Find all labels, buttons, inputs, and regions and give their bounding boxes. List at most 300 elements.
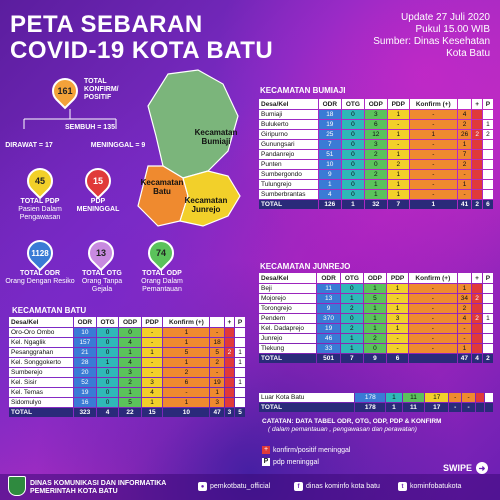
plus-icon: +: [263, 446, 269, 453]
table-cell: -: [458, 190, 472, 199]
row-label: Sumbergondo: [259, 170, 318, 179]
table-cell: [225, 328, 234, 337]
legend-konfirm: [262, 446, 350, 454]
otg-label: [78, 270, 126, 294]
table-cell: 323: [74, 408, 96, 417]
luar-table: [258, 392, 494, 413]
table-cell: 370: [317, 314, 340, 323]
table-cell: [472, 284, 482, 293]
table-cell: 1: [388, 130, 409, 139]
row-label: Junrejo: [259, 334, 316, 343]
column-header: [458, 99, 472, 109]
district-map: [128, 66, 250, 246]
bumiaji-table: [258, 98, 494, 210]
row-label: Luar Kota Batu: [259, 393, 354, 402]
table-cell: 0: [97, 338, 118, 347]
table-cell: -: [409, 314, 456, 323]
table-cell: 0: [342, 170, 364, 179]
konfirm-value: 161: [57, 86, 73, 96]
table-cell: 1: [342, 200, 364, 209]
table-cell: [225, 378, 234, 387]
column-header: ODR: [319, 99, 341, 109]
table-cell: 1: [483, 120, 493, 129]
table-cell: 19: [210, 378, 223, 387]
table-cell: -: [410, 150, 457, 159]
table-cell: 1: [341, 294, 363, 303]
table-cell: 1: [483, 314, 493, 323]
table-row: [259, 304, 493, 313]
table-cell: 10: [163, 408, 209, 417]
table-cell: 1: [319, 180, 341, 189]
table-cell: 2: [225, 348, 234, 357]
city-logo-icon: [8, 476, 26, 496]
table-cell: 5: [235, 408, 245, 417]
odr-value: 1128: [31, 248, 49, 258]
table-cell: 1: [341, 334, 363, 343]
table-cell: 1: [142, 398, 163, 407]
table-cell: -: [388, 140, 409, 149]
column-header: +: [472, 273, 482, 283]
column-header: +: [225, 317, 234, 327]
table-cell: [472, 160, 481, 169]
table-cell: 1: [365, 190, 387, 199]
table-cell: [235, 388, 245, 397]
table-cell: 0: [342, 130, 364, 139]
table-cell: 1: [235, 358, 245, 367]
column-header: PDP: [142, 317, 163, 327]
table-cell: -: [449, 403, 461, 412]
table-cell: 5: [364, 294, 386, 303]
table-cell: [225, 338, 234, 347]
row-label: TOTAL: [9, 408, 73, 417]
table-cell: -: [462, 393, 474, 402]
table-cell: 33: [317, 344, 340, 353]
sembuh-count: SEMBUH = 135: [65, 124, 115, 131]
table-cell: 3: [142, 378, 163, 387]
table-cell: 501: [317, 354, 340, 363]
table-cell: 157: [74, 338, 96, 347]
table-cell: 2: [210, 358, 223, 367]
total-row: [259, 354, 493, 363]
row-label: Giripurno: [259, 130, 318, 139]
table-cell: 1: [388, 190, 409, 199]
otg-pin: [83, 235, 120, 272]
row-label: Sumberejo: [9, 368, 73, 377]
table-cell: 178: [355, 393, 385, 402]
column-header: OTG: [341, 273, 363, 283]
table-cell: 19: [319, 120, 341, 129]
pdp-label-text: TOTAL PDP: [20, 198, 60, 205]
table-cell: [472, 170, 481, 179]
table-row: [259, 393, 493, 402]
table-cell: 3: [365, 110, 387, 119]
table-row: [259, 344, 493, 353]
table-cell: 18: [210, 338, 223, 347]
table-cell: [483, 344, 493, 353]
table-cell: 9: [364, 354, 386, 363]
facebook-handle: dinas kominfo kota batu: [306, 483, 380, 490]
table-cell: 4: [97, 408, 118, 417]
table-cell: 1: [235, 348, 245, 357]
table-row: [259, 160, 493, 169]
table-cell: [483, 110, 493, 119]
table-cell: [476, 403, 484, 412]
row-label: Mojorejo: [259, 294, 316, 303]
table-cell: 52: [74, 378, 96, 387]
swipe-button[interactable]: [443, 462, 488, 474]
table-cell: 2: [341, 324, 363, 333]
map-label-junrejo: Kecamatan Junrejo: [184, 196, 228, 214]
odp-value: 74: [155, 248, 166, 258]
table-cell: [472, 190, 481, 199]
bumiaji-title: KECAMATAN BUMIAJI: [260, 86, 346, 95]
table-cell: 0: [342, 190, 364, 199]
table-cell: [472, 150, 481, 159]
table-cell: 1: [163, 328, 209, 337]
table-cell: [409, 354, 456, 363]
otg-sub: Orang Tanpa Gejala: [81, 278, 123, 293]
column-header: Konfirm (+): [409, 273, 456, 283]
table-cell: 0: [342, 110, 364, 119]
notes: [262, 418, 494, 434]
table-cell: 12: [365, 130, 387, 139]
table-cell: 47: [210, 408, 223, 417]
table-cell: -: [410, 180, 457, 189]
catatan-line: CATATAN: DATA TABEL ODR, OTG, ODP, PDP & KONFIRM: [262, 418, 442, 425]
row-label: Torongrejo: [259, 304, 316, 313]
table-cell: [225, 398, 234, 407]
batu-title: KECAMATAN BATU: [12, 306, 87, 315]
table-cell: 13: [317, 294, 340, 303]
total-row: [259, 403, 493, 412]
pdp-meninggal-label: PDP MENINGGAL: [76, 198, 120, 213]
table-cell: 2: [472, 314, 482, 323]
table-cell: -: [210, 328, 223, 337]
table-cell: 5: [163, 348, 209, 357]
table-cell: 7: [319, 140, 341, 149]
table-cell: 0: [342, 120, 364, 129]
batu-table: [8, 316, 246, 418]
table-row: [9, 388, 245, 397]
map-label-bumiaji: Kecamatan Bumiaji: [194, 128, 238, 146]
column-header: Konfirm (+): [163, 317, 209, 327]
table-row: [259, 324, 493, 333]
swipe-label: SWIPE: [442, 463, 472, 473]
table-row: [9, 368, 245, 377]
table-cell: 1: [341, 344, 363, 353]
table-row: [259, 294, 493, 303]
table-cell: 1: [210, 388, 223, 397]
column-header: OTG: [342, 99, 364, 109]
table-cell: 6: [483, 200, 493, 209]
table-cell: 1: [364, 304, 386, 313]
table-cell: 1: [458, 284, 472, 293]
table-cell: 178: [355, 403, 385, 412]
table-header-row: [9, 317, 245, 327]
table-cell: 2: [472, 294, 482, 303]
table-cell: 6: [387, 354, 408, 363]
table-cell: 2: [163, 368, 209, 377]
column-header: ODP: [364, 273, 386, 283]
table-cell: [483, 190, 493, 199]
odp-sub: Orang Dalam Pemantauan: [141, 278, 183, 293]
twitter-handle: kominfobatukota: [410, 483, 462, 490]
table-cell: 15: [142, 408, 163, 417]
table-cell: 1: [364, 284, 386, 293]
table-cell: -: [142, 328, 163, 337]
row-label: Beji: [259, 284, 316, 293]
table-cell: -: [409, 324, 456, 333]
table-cell: 0: [365, 160, 387, 169]
table-row: [259, 130, 493, 139]
column-header: +: [472, 99, 481, 109]
table-cell: 2: [119, 378, 140, 387]
column-header: P: [483, 99, 493, 109]
table-cell: 3: [365, 140, 387, 149]
table-cell: 3: [119, 368, 140, 377]
table-cell: 1: [364, 324, 386, 333]
table-cell: -: [409, 334, 456, 343]
odr-sub: Orang Dengan Resiko: [5, 278, 75, 285]
column-header: [458, 273, 472, 283]
table-row: [9, 328, 245, 337]
table-cell: 11: [403, 403, 425, 412]
table-cell: 47: [458, 354, 472, 363]
table-row: [259, 110, 493, 119]
table-cell: [483, 140, 493, 149]
table-cell: [225, 368, 234, 377]
table-cell: 3: [225, 408, 234, 417]
table-cell: -: [210, 368, 223, 377]
table-header-row: [259, 99, 493, 109]
table-cell: -: [142, 358, 163, 367]
table-cell: 1: [386, 403, 401, 412]
table-cell: 2: [472, 200, 481, 209]
update-time: Pukul 15.00 WIB: [415, 24, 490, 35]
table-cell: 1: [387, 324, 408, 333]
table-cell: 7: [388, 200, 409, 209]
facebook-link[interactable]: [294, 482, 380, 491]
column-header: ODP: [365, 99, 387, 109]
table-cell: -: [142, 338, 163, 347]
odp-label-text: TOTAL ODP: [142, 270, 182, 277]
table-cell: [472, 180, 481, 189]
row-label: Tlekung: [259, 344, 316, 353]
table-cell: 7: [458, 150, 472, 159]
column-header: [210, 317, 223, 327]
table-cell: -: [410, 110, 457, 119]
table-cell: 6: [163, 378, 209, 387]
table-cell: [483, 170, 493, 179]
odp-label: [130, 270, 194, 294]
row-label: Gunungsari: [259, 140, 318, 149]
instagram-handle: pemkotbatu_official: [210, 483, 271, 490]
column-header: ODR: [74, 317, 96, 327]
bumiaji-region: [148, 70, 238, 178]
table-cell: 1: [163, 358, 209, 367]
table-cell: [235, 368, 245, 377]
table-cell: [472, 304, 482, 313]
row-label: Kel. Dadaprejo: [259, 324, 316, 333]
table-cell: -: [387, 294, 408, 303]
update-info: [373, 12, 490, 60]
title-line-1: PETA SEBARAN: [10, 11, 203, 38]
table-cell: 2: [458, 120, 472, 129]
table-cell: 4: [142, 388, 163, 397]
table-cell: 1: [365, 180, 387, 189]
update-date: Update 27 Juli 2020: [401, 12, 490, 23]
column-header: Desa/Kel: [9, 317, 73, 327]
table-cell: [472, 120, 481, 129]
table-cell: [483, 284, 493, 293]
table-cell: 1: [97, 358, 118, 367]
table-cell: 1: [388, 180, 409, 189]
table-cell: 26: [458, 130, 472, 139]
footer-dept-line2: PEMERINTAH KOTA BATU: [30, 488, 118, 495]
table-cell: [472, 324, 482, 333]
row-label: TOTAL: [259, 403, 354, 412]
table-cell: 1: [458, 180, 472, 189]
table-cell: 2: [483, 130, 493, 139]
column-header: Konfirm (+): [410, 99, 457, 109]
row-label: TOTAL: [259, 200, 318, 209]
twitter-link[interactable]: [398, 482, 461, 491]
table-cell: 2: [472, 130, 481, 139]
table-row: [259, 190, 493, 199]
map-label-batu: Kecamatan Batu: [140, 178, 184, 196]
footer-dept: [30, 480, 166, 496]
table-cell: -: [458, 324, 472, 333]
table-row: [9, 398, 245, 407]
table-cell: 1: [387, 284, 408, 293]
table-cell: -: [387, 344, 408, 353]
table-cell: 3: [387, 314, 408, 323]
table-cell: [483, 160, 493, 169]
table-cell: 19: [317, 324, 340, 333]
table-cell: 5: [210, 348, 223, 357]
table-cell: 2: [365, 170, 387, 179]
table-cell: 5: [119, 398, 140, 407]
table-cell: [472, 344, 482, 353]
row-label: Tulungrejo: [259, 180, 318, 189]
p-icon: P: [263, 458, 269, 465]
row-label: Punten: [259, 160, 318, 169]
table-cell: 21: [74, 348, 96, 357]
instagram-icon: ●: [198, 482, 207, 491]
column-header: Desa/Kel: [259, 273, 316, 283]
table-cell: 0: [97, 348, 118, 357]
table-cell: 34: [458, 294, 472, 303]
source-line-2: Kota Batu: [446, 48, 490, 59]
table-cell: 4: [119, 358, 140, 367]
table-cell: [483, 150, 493, 159]
table-cell: 4: [119, 338, 140, 347]
pdp-meninggal-pin: [80, 163, 117, 200]
table-row: [259, 150, 493, 159]
table-cell: 1: [387, 304, 408, 313]
table-cell: [472, 334, 482, 343]
row-label: Pendem: [259, 314, 316, 323]
table-cell: 11: [403, 393, 425, 402]
table-row: [9, 338, 245, 347]
table-cell: -: [449, 393, 461, 402]
table-cell: -: [410, 120, 457, 129]
twitter-icon: t: [398, 482, 407, 491]
table-cell: -: [458, 334, 472, 343]
odr-pin: [22, 235, 59, 272]
table-cell: 2: [388, 160, 409, 169]
table-cell: 2: [458, 304, 472, 313]
table-cell: 0: [341, 284, 363, 293]
catatan-line-2: ( dalam pemantauan , pengawasan dan perawatan): [268, 426, 417, 433]
pdp-label: [8, 198, 72, 222]
table-cell: -: [410, 170, 457, 179]
column-header: OTG: [97, 317, 118, 327]
table-cell: 0: [97, 328, 118, 337]
meninggal-count: MENINGGAL = 9: [90, 142, 146, 149]
instagram-link[interactable]: [198, 482, 270, 491]
table-cell: -: [409, 284, 456, 293]
table-cell: 0: [97, 388, 118, 397]
table-cell: [483, 324, 493, 333]
table-cell: [472, 140, 481, 149]
table-cell: 19: [74, 388, 96, 397]
legend-konfirm-text: konfirm/positif meninggal: [273, 446, 351, 454]
table-cell: 11: [317, 284, 340, 293]
table-cell: 17: [425, 393, 448, 402]
table-cell: [235, 398, 245, 407]
row-label: Kel. Songgokerto: [9, 358, 73, 367]
table-cell: 17: [425, 403, 448, 412]
table-cell: [483, 294, 493, 303]
legend-pdp: [262, 458, 319, 466]
table-cell: 1: [388, 110, 409, 119]
table-cell: 1: [386, 393, 401, 402]
table-row: [259, 170, 493, 179]
table-cell: [472, 110, 481, 119]
table-cell: 2: [364, 334, 386, 343]
table-row: [9, 358, 245, 367]
table-cell: 28: [74, 358, 96, 367]
table-row: [9, 378, 245, 387]
table-cell: 2: [483, 354, 493, 363]
table-cell: 9: [317, 304, 340, 313]
table-cell: -: [409, 304, 456, 313]
table-cell: 1: [142, 348, 163, 357]
table-cell: 1: [119, 348, 140, 357]
table-cell: 2: [341, 304, 363, 313]
table-cell: [235, 328, 245, 337]
page-title: [10, 12, 273, 64]
table-cell: [485, 393, 493, 402]
table-cell: 4: [458, 314, 472, 323]
table-cell: 0: [342, 160, 364, 169]
pdp-value: 45: [34, 176, 45, 186]
table-row: [259, 180, 493, 189]
table-cell: 1: [163, 338, 209, 347]
table-cell: -: [163, 388, 209, 397]
table-cell: 51: [319, 150, 341, 159]
table-cell: 4: [458, 110, 472, 119]
pdp-meninggal-value: 15: [92, 176, 103, 186]
row-label: Bumiaji: [259, 110, 318, 119]
footer-dept-line1: DINAS KOMUNIKASI DAN INFORMATIKA: [30, 480, 167, 487]
dirawat-count: DIRAWAT = 17: [5, 142, 53, 149]
table-cell: 126: [319, 200, 341, 209]
table-cell: 2: [365, 150, 387, 159]
junrejo-title: KECAMATAN JUNREJO: [260, 262, 351, 271]
table-cell: 1: [410, 130, 457, 139]
